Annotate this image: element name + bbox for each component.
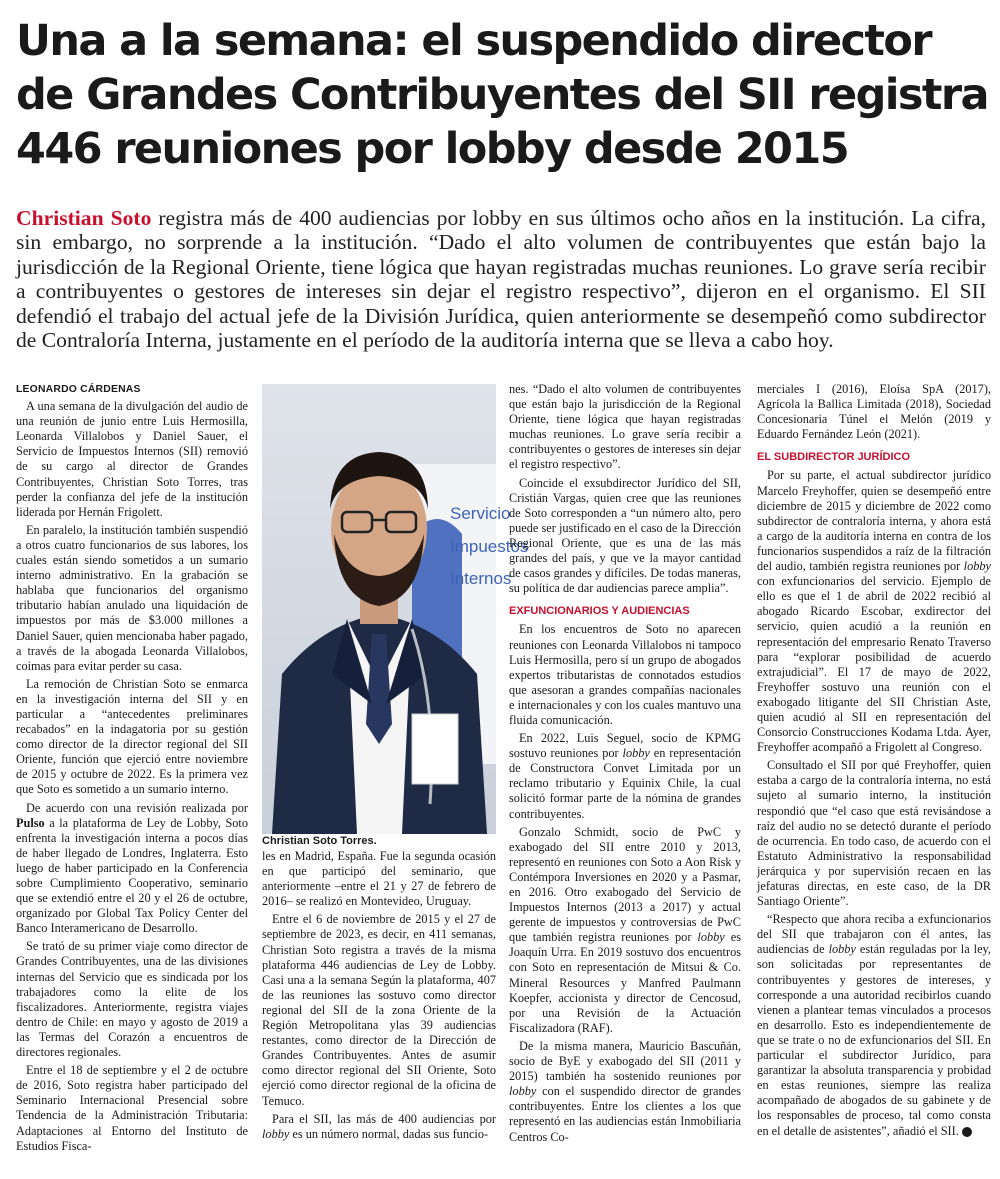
byline: LEONARDO CÁRDENAS bbox=[16, 384, 141, 395]
paragraph: A una semana de la divulgación del audio de una reunión de junio entre Luis Hermosilla, Leonarda Villalobos y Daniel Sauer, el Servicio de Impuestos Internos (SII) removió de su cargo al director de Grandes Contribuyentes, Christian Soto Torres, tras perder la confianza del jefe de la institución liderada por Hernán Frigolett. bbox=[16, 399, 248, 519]
lead-paragraph bbox=[16, 206, 986, 352]
text-run-italic: lobby bbox=[963, 559, 991, 574]
text-run-italic: lobby bbox=[509, 1084, 537, 1099]
paragraph: Se trató de su primer viaje como director de Grandes Contribuyentes, una de las divisiones internas del Servicio que es sindicada por los trabajadores como la elite de los fiscalizadores. Anteriormente, registra viajes dentro de Chile: en mayo y agosto de 2019 a las Termas del Corazón a encuentros de directores regionales. bbox=[16, 939, 248, 1060]
paragraph: Consultado el SII por qué Freyhoffer, quien estaba a cargo de la contraloría interna, no está sujeto al sumario interno, la institución respondió que “el caso que está revisándose a raíz del audio no se detectó durante el período de ocurrencia. En todo caso, de acuerdo con el Estatuto Administrativo la responsabilidad jerárquica y por supervisión recaen en las jefaturas directas, en este caso, de la DR Santiago Oriente”. bbox=[757, 758, 991, 909]
text-run: Gonzalo Schmidt, socio de PwC y exabogado del SII entre 2010 y 2013, representó en reuniones con Soto a Aon Risk y Contémpora Inversiones en 2020 y a Pasmar, en 2016. Otro exabogado del Servicio de Impuestos Internos (2013 a 2017) y actual gerente de impuestos y controversias de PwC que también registra reuniones por bbox=[509, 824, 741, 945]
sign-text-2: Impuestos bbox=[450, 537, 529, 556]
text-run: En 2022, Luis Seguel, socio de KPMG sostuvo reuniones por bbox=[509, 731, 741, 761]
paragraph bbox=[757, 912, 991, 1138]
lead-text: registra más de 400 audiencias por lobby en sus últimos ocho años en la institución. La cifra, sin embargo, no sorprende a la institución. “Dado el alto volumen de contribuyentes que están bajo la jurisdicción de la Regional Oriente, tiene lógica que hayan registradas muchas reuniones. Lo grave sería recibir a contribuyentes o gestores de intereses sin dejar el registro respectivo”, dijeron en el organismo. El SII defendió el trabajo del actual jefe de la División Jurídica, quien anteriormente se desempeñó como subdirector de Contraloría Interna, justamente en el período de la auditoría interna que se lleva a cabo hoy. bbox=[16, 206, 987, 353]
text-run: con exfuncionarios del servicio. Ejemplo de ello es que el 1 de abril de 2022 recibió al abogado Ricardo Escobar, exdirector del servicio, quien acudió a la reunión en representación del empresario Renato Traverso para “explorar posibilidad de acuerdo extrajudicial”. El 17 de mayo de 2022, Freyhoffer sostuvo una reunión con el exabogado litigante del SII Christian Aste, quien acudió al SII en representación del Consorcio Construcciones Kodama Ltda. Ayer, Freyhoffer acompañó a Frigolett al Congreso. bbox=[757, 574, 991, 755]
text-run: Para el SII, las más de 400 audiencias por bbox=[272, 1111, 496, 1126]
paragraph: Coincide el exsubdirector Jurídico del SII, Cristián Vargas, quien cree que las reuniones de Soto corresponden a “un número alto, pero puede ser justificado en el caso de la Dirección Regional Oriente, que es una de las más grandes del país, y que ve la mayor cantidad de casos grandes y difíciles. De todas maneras, su política de dar audiencias parece amplia”. bbox=[509, 475, 741, 596]
subheading-exfuncionarios: EXFUNCIONARIOS Y AUDIENCIAS bbox=[509, 605, 690, 618]
paragraph bbox=[16, 801, 248, 937]
text-run: es Joaquín Urra. En 2019 sostuvo dos encuentros con Soto en representación de Mitsui & Co. Mineral Resources y Manfred Paulmann Koepfer, accionista y director de Cencosud, por una Revisión de la Actuación Fiscalizadora (RAF). bbox=[509, 930, 741, 1035]
text-run: Por su parte, el actual subdirector jurídico Marcelo Freyhoffer, quien se desempeñó entre diciembre de 2015 y diciembre de 2022 como subdirector de contraloría interna, y ahora está a cargo de la auditoría interna en contra de los funcionarios suspendidos a raíz de la filtración del audio, también registra reuniones por bbox=[757, 468, 991, 574]
paragraph: Entre el 6 de noviembre de 2015 y el 27 de septiembre de 2023, es decir, en 411 semanas, Christian Soto registra a través de la misma plataforma 446 audiencias de Ley de Lobby. Casi una a la semana Según la plataforma, 407 de las reuniones las sostuvo como director regional del SII de la zona Oriente de la Región Metropolitana ylas 39 audiencias restantes, como director de la Dirección de Grandes Contribuyentes. Antes de asumir como director regional del SII Oriente, Soto ejerció como director regional de la oficina de Temuco. bbox=[262, 912, 496, 1108]
paragraph: merciales I (2016), Eloísa SpA (2017), Agrícola la Ballica Limitada (2018), Sociedad Concesionaria Túnel el Melón (2019 y Eduardo Fernández León (2021). bbox=[757, 382, 991, 442]
text-run-italic: lobby bbox=[828, 942, 856, 957]
article-column-4 bbox=[757, 382, 991, 1172]
text-run-italic: lobby bbox=[262, 1126, 290, 1141]
end-of-article-icon: P bbox=[962, 1127, 972, 1137]
headline-line-2: de Grandes Contribuyentes del SII registra bbox=[16, 70, 988, 120]
article-column-3 bbox=[509, 382, 741, 1172]
paragraph bbox=[757, 468, 991, 755]
text-run: en representación de Constructora Convet Limitada por un reclamo tributario y Equinix Chile, la cual solicitó formar parte de la nómina de grandes contribuyentes. bbox=[509, 746, 741, 821]
text-run: con el suspendido director de grandes contribuyentes. Entre los clientes a los que representó en las audiencias están Inmobiliaria Centros Co- bbox=[509, 1084, 741, 1144]
sign-text-1: Servicio bbox=[450, 504, 511, 523]
paragraph: En paralelo, la institución también suspendió a otros cuatro funcionarios de sus labores, los cuales están siendo sometidos a un sumario interno administrativo. En la grabación se hablaba que funcionarios del organismo tributario habían anulado una liquidación de impuestos por más de $3.000 millones a Daniel Sauer, quien mencionaba haber pagado, a través de la abogada Leonarda Villalobos, coimas para evitar perder su casa. bbox=[16, 522, 248, 673]
paragraph: En los encuentros de Soto no aparecen reuniones con Leonarda Villalobos ni tampoco Luis Hermosilla, pero sí un grupo de abogados expertos tributaristas de connotados estudios que asesoran a grandes compañías nacionales e internacionales y con los cuales mantuvo una fluida comunicación. bbox=[509, 622, 741, 727]
headline-line-3: 446 reuniones por lobby desde 2015 bbox=[16, 124, 849, 174]
headline-line-1: Una a la semana: el suspendido director bbox=[16, 16, 931, 66]
portrait-photo bbox=[262, 384, 529, 834]
paragraph: les en Madrid, España. Fue la segunda ocasión en que participó del seminario, que anteriormente –entre el 21 y 27 de febrero de 2016– se realizó en Montevideo, Uruguay. bbox=[262, 849, 496, 909]
sign-text-3: Internos bbox=[450, 569, 512, 588]
publication-name: Pulso bbox=[16, 815, 45, 830]
paragraph: nes. “Dado el alto volumen de contribuyentes que están bajo la jurisdicción de la Regional Oriente, tiene lógica que hayan registradas muchas reuniones. Lo grave sería recibir a contribuyentes o gestores de intereses sin dejar el registro respectivo”. bbox=[509, 382, 741, 472]
text-run: “Respecto que ahora reciba a exfuncionarios del SII que trabajaron con él antes, las audiencias de bbox=[757, 912, 991, 957]
article-column-1 bbox=[16, 382, 248, 1172]
photo-caption: Christian Soto Torres. bbox=[262, 835, 377, 847]
paragraph: Entre el 18 de septiembre y el 2 de octubre de 2016, Soto registra haber participado del Seminario Internacional Presencial sobre Tendencia de la Administración Tributaria: Adaptaciones al Entorno del Instituto de Estudios Fisca- bbox=[16, 1063, 248, 1153]
text-run: están reguladas por la ley, son solicitadas por representantes de contribuyentes y gestores de intereses, y corresponde a una autoridad recibirlos cuando vienen a plantear temas vinculados a procesos en desarrollo. Esto es independientemente de que se trate o no de exfuncionarios del SII. En particular el subdirector Jurídico, para garantizar la absoluta transparencia y probidad en estas reuniones, siempre las realiza acompañado de abogados de su gabinete y de los responsables de proceso, tal como consta en el detalle de asistentes”, añadió el SII. bbox=[757, 942, 991, 1138]
paragraph bbox=[509, 731, 741, 822]
text-run-italic: lobby bbox=[697, 930, 725, 945]
text-run: De la misma manera, Mauricio Bascuñán, socio de ByE y exabogado del SII (2011 y 2015) también ha sostenido reuniones por bbox=[509, 1038, 741, 1084]
headline bbox=[16, 14, 991, 176]
paragraph: La remoción de Christian Soto se enmarca en la investigación interna del SII y en particular a “antecedentes preliminares recabados” en la indagatoria por su gestión como director de la director regional del SII Oriente, función que ejerció entre noviembre de 2015 y octubre de 2022. Es la primera vez que Soto es sometido a un sumario interno. bbox=[16, 676, 248, 797]
article-column-2 bbox=[262, 849, 496, 1174]
text-run: a la plataforma de Ley de Lobby, Soto enfrenta la investigación interna a pocos días de haber llegado de Londres, Inglaterra. Esto luego de haber participado en la Conferencia sobre Cumplimiento Cooperativo, seminario que se extendió entre el 20 y el 26 de octubre, organizado por Global Tax Policy Center del Banco Interamericano de Desarrollo. bbox=[16, 815, 248, 936]
portrait-illustration bbox=[262, 384, 529, 834]
paragraph bbox=[262, 1112, 496, 1142]
paragraph bbox=[509, 1039, 741, 1145]
paragraph bbox=[509, 825, 741, 1036]
lead-author: Christian Soto bbox=[16, 206, 152, 230]
document-in-hand bbox=[412, 714, 458, 784]
text-run: es un número normal, dadas sus funcio- bbox=[289, 1126, 489, 1141]
subheading-subdirector: EL SUBDIRECTOR JURÍDICO bbox=[757, 451, 911, 464]
text-run-italic: lobby bbox=[622, 746, 650, 761]
text-run: De acuerdo con una revisión realizada por bbox=[26, 800, 248, 815]
